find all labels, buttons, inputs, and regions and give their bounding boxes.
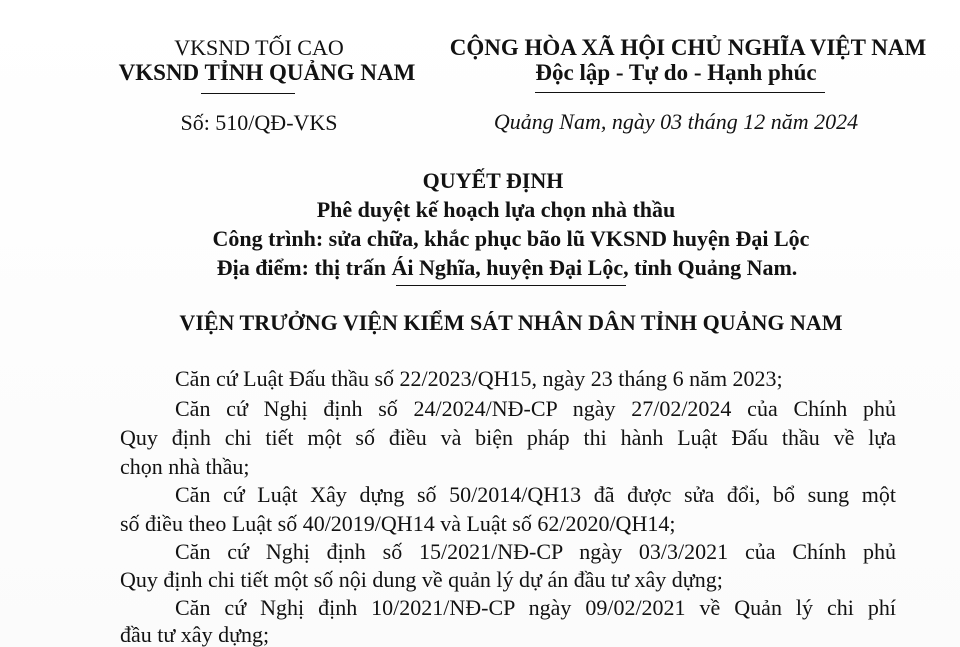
legal-basis-2-line-1: Căn cứ Nghị định số 24/2024/NĐ-CP ngày 27/02/2024 của Chính phủ — [175, 396, 896, 421]
legal-basis-3-line-1: Căn cứ Luật Xây dựng số 50/2014/QH13 đã được sửa đổi, bổ sung một — [175, 482, 896, 507]
place-and-date: Quảng Nam, ngày 03 tháng 12 năm 2024 — [493, 109, 859, 134]
issuing-authority: VIỆN TRƯỞNG VIỆN KIỂM SÁT NHÂN DÂN TỈNH QUẢNG NAM — [179, 310, 843, 335]
decision-heading: QUYẾT ĐỊNH — [422, 168, 564, 193]
legal-basis-4-line-2: Quy định chi tiết một số nội dung về quản lý dự án đầu tư xây dựng; — [120, 567, 723, 592]
location-underline — [396, 285, 626, 286]
legal-basis-5-line-2: đầu tư xây dựng; — [120, 622, 270, 647]
agency-name: VKSND TỐI CAO — [174, 35, 344, 60]
project-name: Công trình: sửa chữa, khắc phục bão lũ VKSND huyện Đại Lộc — [212, 226, 810, 251]
office-underline — [201, 93, 295, 94]
legal-basis-4-line-1: Căn cứ Nghị định số 15/2021/NĐ-CP ngày 03/3/2021 của Chính phủ — [175, 539, 896, 564]
legal-basis-5-line-1: Căn cứ Nghị định 10/2021/NĐ-CP ngày 09/02/2021 về Quản lý chi phí — [175, 595, 896, 620]
office-name: VKSND TỈNH QUẢNG NAM — [118, 60, 416, 85]
legal-basis-2-line-2: Quy định chi tiết một số điều và biện pháp thi hành Luật Đấu thầu về lựa — [120, 425, 896, 450]
legal-basis-2-line-3: chọn nhà thầu; — [120, 454, 250, 479]
national-motto: Độc lập - Tự do - Hạnh phúc — [535, 60, 817, 85]
decision-subject: Phê duyệt kế hoạch lựa chọn nhà thầu — [316, 197, 676, 222]
republic-name: CỘNG HÒA XÃ HỘI CHỦ NGHĨA VIỆT NAM — [449, 35, 927, 60]
legal-basis-1: Căn cứ Luật Đấu thầu số 22/2023/QH15, ngày 23 tháng 6 năm 2023; — [175, 366, 783, 391]
legal-basis-3-line-2: số điều theo Luật số 40/2019/QH14 và Luật số 62/2020/QH14; — [120, 511, 676, 536]
motto-underline — [535, 92, 825, 93]
document-number: Số: 510/QĐ-VKS — [180, 110, 338, 135]
project-location: Địa điểm: thị trấn Ái Nghĩa, huyện Đại Lộc, tỉnh Quảng Nam. — [216, 255, 798, 280]
